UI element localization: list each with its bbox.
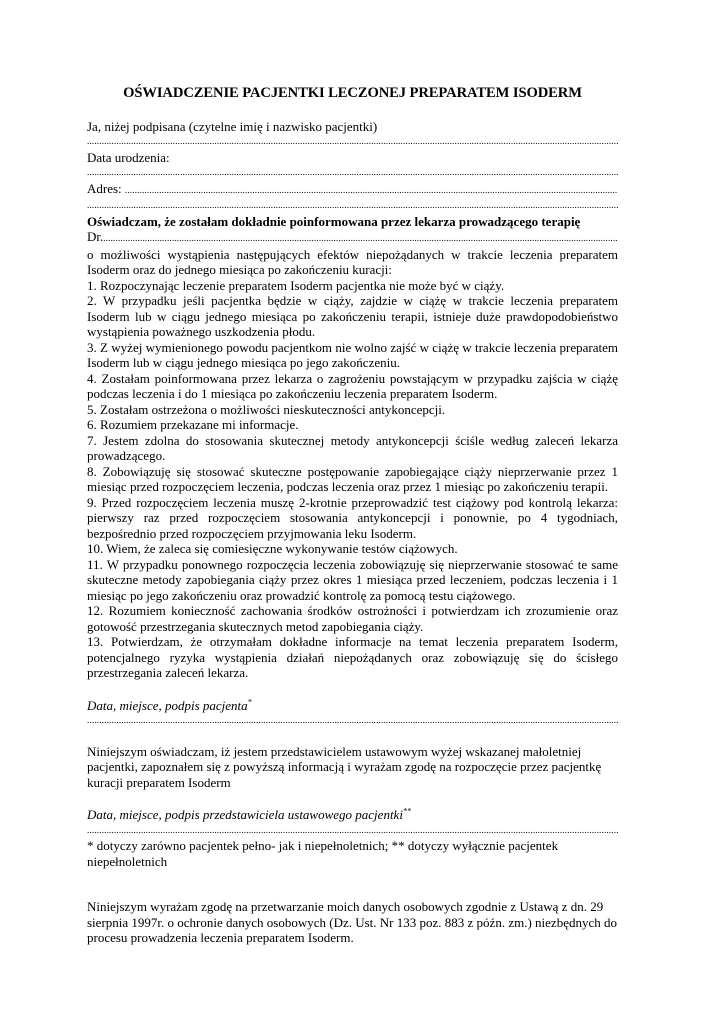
intro-label: Ja, niżej podpisana (czytelne imię i nazwisko pacjentki): [87, 118, 378, 134]
list-item-12: 12. Rozumiem konieczność zachowania środków ostrożności i potwierdzam ich zrozumienie oraz gotowość przestrzegania skutecznych metod zapobiegania ciąży.: [87, 603, 618, 634]
address-dotted-line: [125, 183, 618, 199]
guardian-sign-dotted-line: [87, 823, 618, 839]
data-consent: Niniejszym wyrażam zgodę na przetwarzanie moich danych osobowych zgodnie z Ustawą z dn. 29 sierpnia 1997r. o ochronie danych osobowych (Dz. Ust. Nr 133 poz. 883 z późn. zm.) niezbędnych do procesu prowadzenia leczenia preparatem Isoderm.: [87, 899, 617, 945]
list-item-8: 8. Zobowiązuję się stosować skuteczne postępowanie zapobiegające ciąży nieprzerwanie przez 1 miesiąc przed rozpoczęciem leczenia, podczas leczenia oraz przez 1 miesiąc po zakończeniu terapii.: [87, 463, 618, 494]
list-item-3: 3. Z wyżej wymienionego powodu pacjentkom nie wolno zajść w ciążę w trakcie leczenia preparatem Isoderm lub w ciągu jednego miesiąca po jego zakończeniu.: [87, 339, 618, 370]
list-item-7: 7. Jestem zdolna do stosowania skutecznej metody antykoncepcji ściśle według zaleceń lekarza prowadzącego.: [87, 432, 618, 463]
dob-label: Data urodzenia:: [87, 149, 170, 165]
list-item-4: 4. Zostałam poinformowana przez lekarza o zagrożeniu powstającym w przypadku zajścia w ciążę podczas leczenia i do 1 miesiąca po zakończeniu leczenia preparatem Isoderm.: [87, 370, 618, 401]
patient-sign-dotted-line: [87, 713, 618, 729]
dob-dotted-line: [87, 165, 618, 181]
list-item-10: 10. Wiem, że zaleca się comiesięczne wykonywanie testów ciążowych.: [87, 541, 458, 556]
list-item-11: 11. W przypadku ponownego rozpoczęcia leczenia zobowiązuję się nieprzerwanie stosować te same skuteczne metody zapobiegania ciąży przez okres 1 miesiąca przed leczeniem, podczas leczenia i 1 miesiąc po jego zakończeniu oraz prowadzić kontrolę za pomocą testu ciążowego.: [87, 556, 618, 603]
patient-sign-field[interactable]: [87, 713, 618, 729]
spacer: [87, 729, 618, 744]
patient-sign-footnote-mark: *: [247, 697, 252, 707]
document-content: [87, 86, 618, 946]
doctor-field[interactable]: [87, 229, 618, 247]
address-field[interactable]: [87, 181, 618, 199]
dob-field[interactable]: [87, 165, 618, 181]
address-dotted-line-2: [87, 198, 618, 214]
footnote: * dotyczy zarówno pacjentek pełno- jak i niepełnoletnich; ** dotyczy wyłącznie pacjentek niepełnoletnich: [87, 838, 559, 869]
list-item-6: 6. Rozumiem przekazane mi informacje.: [87, 417, 299, 432]
guardian-sign-field[interactable]: [87, 823, 618, 839]
risk-intro: o możliwości wystąpienia następujących efektów niepożądanych w trakcie leczenia preparatem Isoderm oraz do jednego miesiąca po zakończeniu kuracji:: [87, 246, 618, 277]
document-title: OŚWIADCZENIE PACJENTKI LECZONEJ PREPARATEM ISODERM: [123, 85, 582, 101]
patient-sign-label-line: [87, 698, 618, 714]
name-dotted-line: [87, 134, 618, 150]
doctor-dotted-line: [103, 231, 618, 247]
list-item-1: 1. Rozpoczynając leczenie preparatem Isoderm pacjentka nie może być w ciąży.: [87, 277, 505, 293]
declaration-heading: Oświadczam, że zostałam dokładnie poinformowana przez lekarza prowadzącego terapię: [87, 213, 581, 229]
guardian-sign-label: Data, miejsce, podpis przedstawiciela ustawowego pacjentki: [87, 807, 403, 822]
name-field[interactable]: [87, 134, 618, 150]
patient-sign-label: Data, miejsce, podpis pacjenta: [87, 697, 248, 713]
spacer: [87, 790, 618, 807]
guardian-sign-footnote-mark: **: [402, 806, 411, 816]
list-item-5: 5. Zostałam ostrzeżona o możliwości nieskuteczności antykoncepcji.: [87, 401, 446, 417]
list-item-9: 9. Przed rozpoczęciem leczenia muszę 2-krotnie przeprowadzić test ciążowy pod kontrolą lekarza: pierwszy raz przed rozpoczęciem stosowania antykoncepcji i ponownie, po 4 tygodniach, bezpośrednio przed rozpoczęciem przyjmowania leku Isoderm.: [87, 494, 618, 541]
guardian-sign-label-line: [87, 807, 618, 823]
address-label: Adres:: [87, 180, 122, 196]
guardian-statement: Niniejszym oświadczam, iż jestem przedstawicielem ustawowym wyżej wskazanej małoletniej pacjentki, zapoznałem się z powyższą informacją i wyrażam zgodę na rozpoczęcie przez pacjentkę kuracji preparatem Isoderm: [87, 743, 602, 790]
spacer: [87, 869, 618, 899]
spacer: [87, 681, 618, 698]
address-field-cont[interactable]: [87, 198, 618, 214]
doctor-label: Dr.: [87, 229, 104, 244]
list-item-13: 13. Potwierdzam, że otrzymałam dokładne informacje na temat leczenia preparatem Isoderm, potencjalnego ryzyka wystąpienia działań niepożądanych oraz zobowiązuję się do ścisłego przestrzegania zaleceń lekarza.: [87, 634, 618, 680]
dob-label-line: [87, 150, 618, 166]
list-item-2: 2. W przypadku jeśli pacjentka będzie w ciąży, zajdzie w ciążę w trakcie leczenia preparatem Isoderm lub w ciągu jednego miesiąca po zakończeniu terapii, istnieje duże prawdopodobieństwo wystąpienia poważnego uszkodzenia płodu.: [87, 293, 618, 339]
